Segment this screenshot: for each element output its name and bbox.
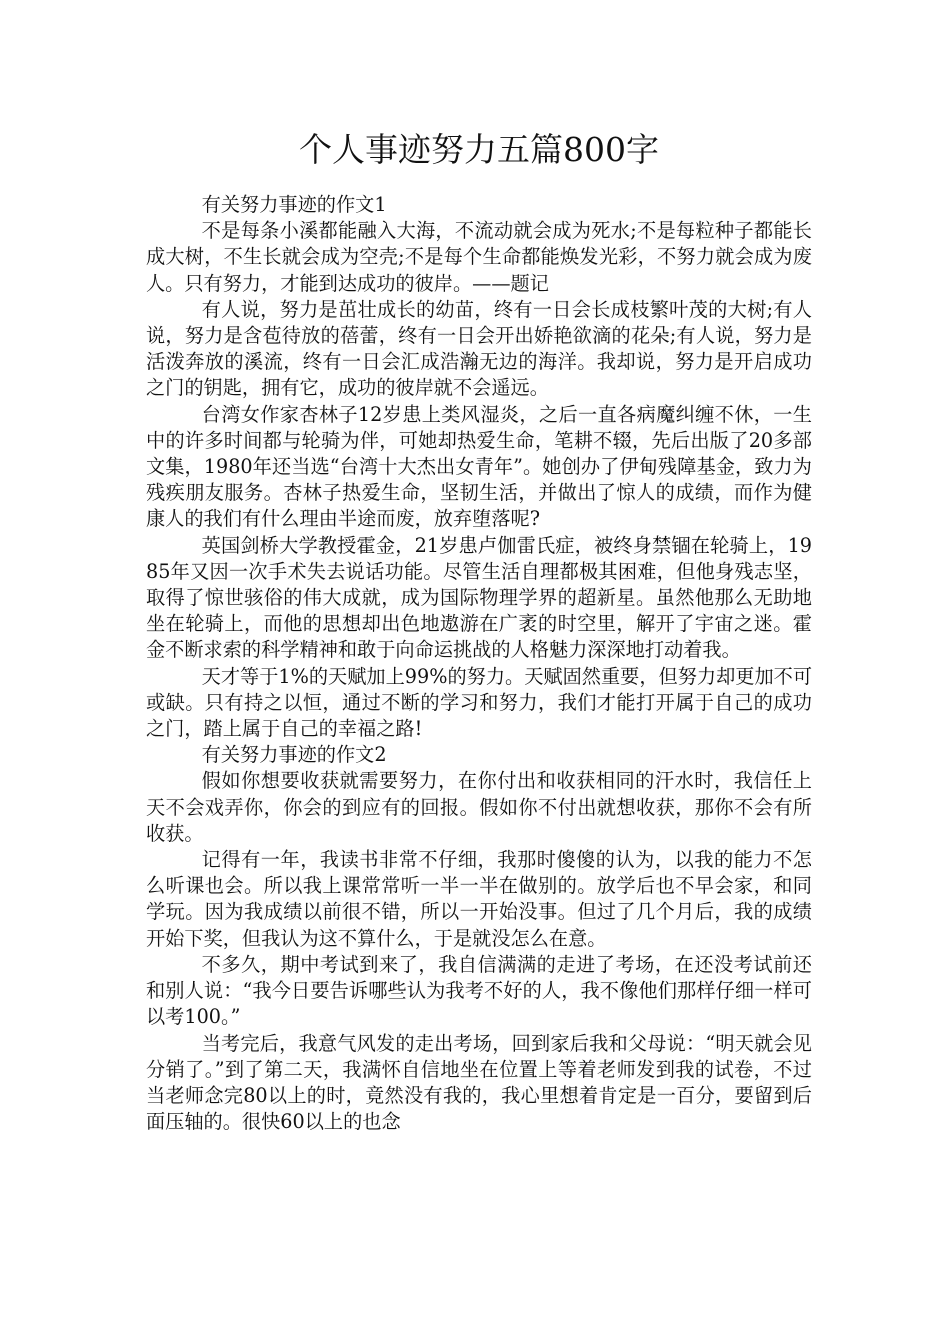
section-heading-2: 有关努力事迹的作文2 (201, 743, 387, 767)
paragraph: 英国剑桥大学教授霍金，21岁患卢伽雷氏症，被终身禁锢在轮骑上，1985年又因一次手术失去说话功能。尽管生活自理都极其困难，但他身残志坚，取得了惊世骇俗的伟大成就，成为国际物理学界的超新星。虽然他那么无助地坐在轮骑上，而他的思想却出色地遨游在广袤的时空里，解开了宇宙之迷。霍金不断求索的科学精神和敢于向命运挑战的人格魅力深深地打动着我。 (146, 533, 812, 662)
paragraph: 不多久，期中考试到来了，我自信满满的走进了考场，在还没考试前还和别人说：“我今日要告诉哪些认为我考不好的人，我不像他们那样仔细一样可以考100。” (146, 952, 812, 1029)
paragraph: 不是每条小溪都能融入大海，不流动就会成为死水;不是每粒种子都能长成大树，不生长就会成为空壳;不是每个生命都能焕发光彩，不努力就会成为废人。只有努力，才能到达成功的彼岸。——题记 (146, 219, 812, 295)
paragraph: 台湾女作家杏林子12岁患上类风湿炎，之后一直各病魔纠缠不休，一生中的许多时间都与轮骑为伴，可她却热爱生命，笔耕不辍，先后出版了20多部文集，1980年还当选“台湾十大杰出女青年”。她创办了伊甸残障基金，致力为残疾朋友服务。杏林子热爱生命，坚韧生活，并做出了惊人的成绩，而作为健康人的我们有什么理由半途而废，放弃堕落呢? (146, 402, 812, 531)
paragraph: 当考完后，我意气风发的走出考场，回到家后我和父母说：“明天就会见分销了。”到了第二天，我满怀自信地坐在位置上等着老师发到我的试卷，不过当老师念完80以上的时，竟然没有我的，我心里想着肯定是一百分，要留到后面压轴的。很快60以上的也念 (146, 1031, 812, 1134)
paragraph: 天才等于1%的天赋加上99%的努力。天赋固然重要，但努力却更加不可或缺。只有持之以恒，通过不断的学习和努力，我们才能打开属于自己的成功之门，踏上属于自己的幸福之路! (146, 664, 813, 741)
document-body (146, 192, 812, 1135)
paragraph: 假如你想要收获就需要努力，在你付出和收获相同的汗水时，我信任上天不会戏弄你，你会的到应有的回报。假如你不付出就想收获，那你不会有所收获。 (146, 769, 812, 845)
section-heading-1: 有关努力事迹的作文1 (201, 193, 387, 216)
paragraph: 记得有一年，我读书非常不仔细，我那时傻傻的认为，以我的能力不怎么听课也会。所以我上课常常听一半一半在做别的。放学后也不早会家，和同学玩。因为我成绩以前很不错，所以一开始没事。但过了几个月后，我的成绩开始下奖，但我认为这不算什么，于是就没怎么在意。 (146, 848, 812, 950)
paragraph: 有人说，努力是茁壮成长的幼苗，终有一日会长成枝繁叶茂的大树;有人说，努力是含苞待放的蓓蕾，终有一日会开出娇艳欲滴的花朵;有人说，努力是活泼奔放的溪流，终有一日会汇成浩瀚无边的海洋。我却说，努力是开启成功之门的钥匙，拥有它，成功的彼岸就不会遥远。 (146, 297, 812, 400)
document-title: 个人事迹努力五篇800字 (299, 130, 659, 169)
